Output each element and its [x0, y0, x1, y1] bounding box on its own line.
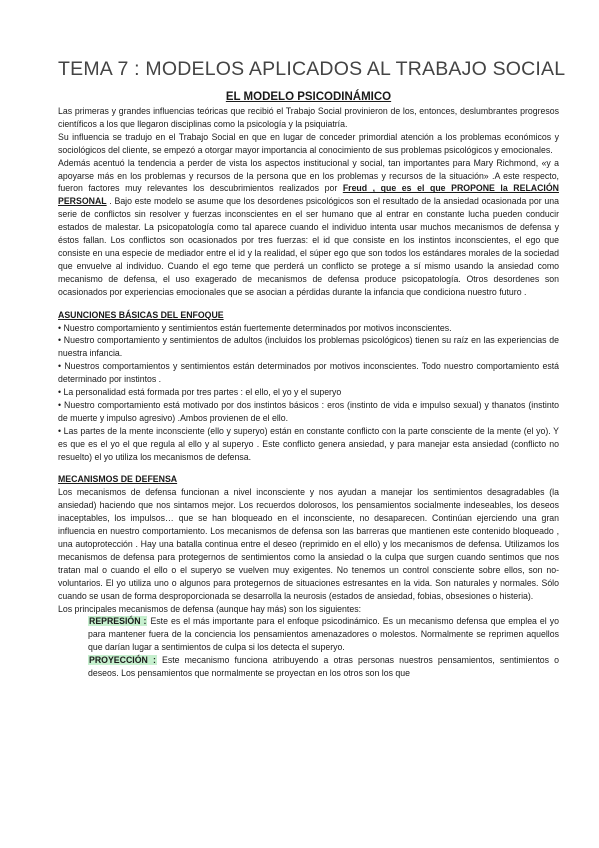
document-title: TEMA 7 : MODELOS APLICADOS AL TRABAJO SOCIAL — [58, 58, 566, 80]
bullet-item: • Las partes de la mente inconsciente (ello y superyo) están en constante conflicto con la parte consciente de la mente (el yo). Y es que es el yo el que regula al ello y al superyo . Este conflicto genera ansiedad, y para manejar esta ansiedad (conflicto no resuelto) el yo utiliza los mecanismos de defensa. — [58, 425, 559, 462]
section-heading-mecanismos: MECANISMOS DE DEFENSA — [58, 474, 178, 485]
list-item-text — [88, 615, 559, 654]
paragraph: Su influencia se tradujo en el Trabajo Social en que en lugar de conceder primordial atención a los problemas económicos y sociológicos del cliente, se empezó a otorgar mayor importancia al conocimiento de sus problemas psicológicos y emocionales. — [58, 131, 559, 155]
underlined-phrase-freud: Freud , que es el que PROPONE la RELACIÓN PERSONAL — [58, 183, 559, 207]
list-item-text — [88, 654, 559, 680]
paragraph: Los mecanismos de defensa funcionan a nivel inconsciente y nos ayudan a manejar los sentimientos desagradables (la ansiedad) haciendo que nos sintamos mejor. Los recuerdos dolorosos, los pensamientos socialmente indeseables, los deseos inaceptables, los impulsos… que se han bloqueado en el inconsciente, no desaparecen. Continúan ejerciendo una gran influencia en nuestro comportamiento. Los mecanismos de defensa son las barreras que mantienen este contenido bloqueado , una autoprotección . Hay una batalla continua entre el deseo (reprimido en el ello) y los mecanismos de defensa. Utilizamos los mecanismos de defensa para protegernos de sentimientos como la ansiedad o la culpa que surgen cuando sentimos que nos tratan mal o cuando el ello o el superyo se vuelven muy exigentes. No tenemos un control consciente sobre ellos, son no-voluntarios. El yo utiliza uno o algunos para protegernos de situaciones estresantes en la vida. Son naturales y normales. Sólo cuando se usan de forma desproporcionada se desarrolla la neurosis (estados de ansiedad, fobias, obsesiones o histeria). — [58, 487, 559, 601]
section-heading-modelo-psicodinamico: EL MODELO PSICODINÁMICO — [225, 91, 392, 103]
paragraph-freud — [58, 157, 559, 299]
paragraph: Las primeras y grandes influencias teóricas que recibió el Trabajo Social provinieron de los, entonces, deslumbrantes progresos científicos a los que llegaron disciplinas como la psicología y la psiquiatría. — [58, 106, 559, 129]
bullet-item: • Nuestro comportamiento y sentimientos están fuertemente determinados por motivos inconscientes. — [58, 322, 452, 333]
defense-mechanisms-list — [58, 615, 559, 680]
highlighted-term: REPRESIÓN : — [89, 616, 147, 627]
list-item-proyeccion — [58, 654, 559, 680]
list-item-represion — [58, 615, 559, 654]
paragraph: Los principales mecanismos de defensa (aunque hay más) son los siguientes: — [58, 603, 362, 614]
item-description: Este mecanismo funciona atribuyendo a otras personas nuestros pensamientos, sentimientos o deseos. Los pensamientos que normalmente se proyectan en los otros son los que — [88, 655, 559, 679]
paragraph-text: Además acentuó la tendencia a perder de vista los aspectos institucional y social, tan importantes para Mary Richmond, «y a apoyarse más en los problemas y recursos de la persona que en los problemas y recursos de la situación» .A este respecto, fueron factores muy relevantes los descubrimientos realizados por — [58, 157, 559, 194]
item-description: Este es el más importante para el enfoque psicodinámico. Es un mecanismo defensa que emplea el yo para mantener fuera de la conciencia los pensamientos amenazadores o molestos. Normalmente se reprimen aquellos que darían lugar a sentimientos de culpa si los detecta el superyo. — [88, 616, 559, 653]
bullet-item: • Nuestro comportamiento está motivado por dos instintos básicos : eros (instinto de vida e impulso sexual) y thanatos (instinto de muerte y impulso agresivo) .Ambos provienen de el ello. — [58, 399, 559, 423]
paragraph-text: . Bajo este modelo se asume que los desordenes psicológicos son el resultado de la ansiedad ocasionada por una serie de conflictos sin resolver y fuerzas inconscientes en el ser humano que al entrar en constante lucha pueden conducir estados de malestar. La psicopatología como tal aparece cuando el individuo intenta usar muchos mecanismos de defensa y éstos fallan. Los conflictos son ocasionados por tres fuerzas: el id que consiste en los instintos inconscientes, el ego que consiste en una especie de mediador entre el id y la realidad, el súper ego que son todos los estándares morales de la sociedad que envuelve al individuo. Cuando el ego teme que perderá un conflicto se protege a sí mismo usando la ansiedad como mecanismo de defensa, el uso exagerado de mecanismos de defensa produce psicopatología. Otros desordenes son ocasionados por experiencias emocionales que se asocian a pérdidas durante la infancia que condiciona nuestro futuro . — [58, 196, 559, 297]
bullet-item: • Nuestros comportamientos y sentimientos están determinados por motivos inconscientes. Todo nuestro comportamiento está determinado por instintos . — [58, 361, 559, 385]
section-heading-asunciones: ASUNCIONES BÁSICAS DEL ENFOQUE — [58, 309, 224, 320]
highlighted-term: PROYECCIÓN : — [89, 655, 156, 666]
bullet-item: • Nuestro comportamiento y sentimientos de adultos (incluidos los problemas psicológicos) tienen su raíz en las experiencias de nuestra infancia. — [58, 335, 559, 359]
bullet-item: • La personalidad está formada por tres partes : el ello, el yo y el superyo — [58, 387, 342, 398]
